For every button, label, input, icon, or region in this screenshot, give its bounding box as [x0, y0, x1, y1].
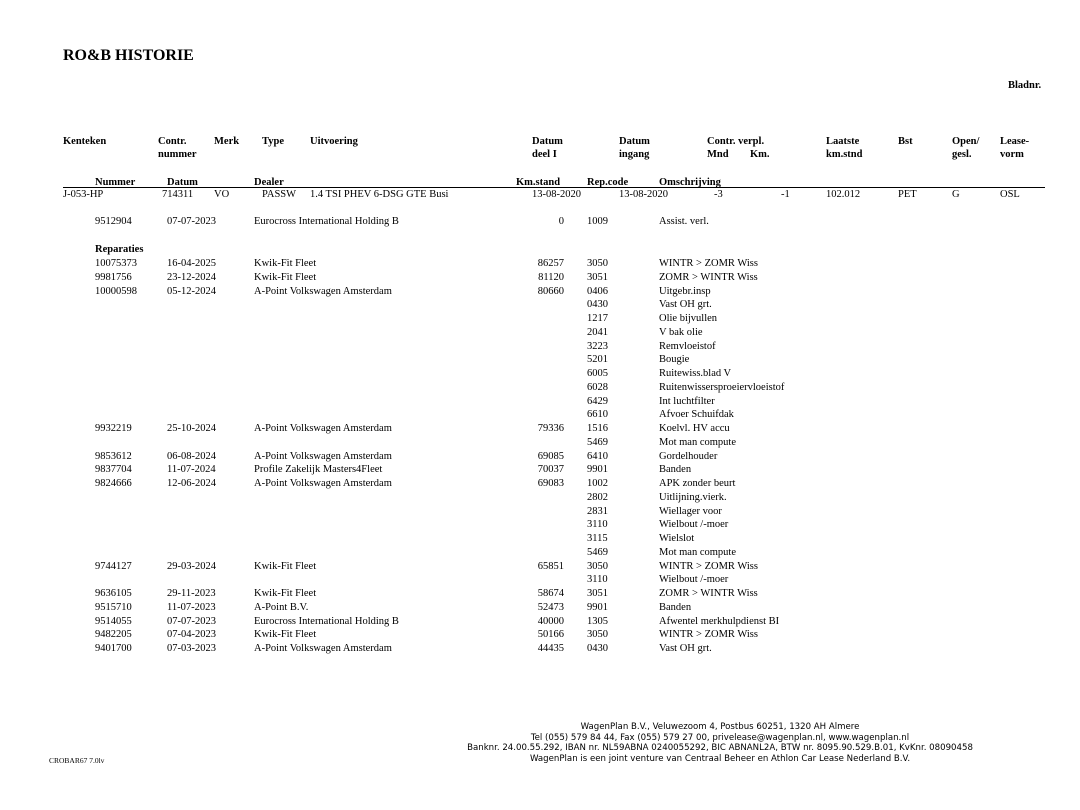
vehicle-open-gesl: G — [952, 189, 960, 200]
header-datum-deel-line2: deel I — [532, 149, 557, 160]
repair-omschrijving: ZOMR > WINTR Wiss — [659, 588, 758, 599]
report-code: CROBAR67 7.0lv — [49, 756, 105, 765]
repair-omschrijving: Afvoer Schuifdak — [659, 409, 734, 421]
repair-nummer: 10000598 — [95, 285, 137, 297]
repair-omschrijving: Olie bijvullen — [659, 313, 718, 324]
repair-omschrijving: Gordelhouder — [659, 450, 718, 462]
header-datum-deel-line1: Datum — [532, 136, 563, 147]
repair-kmstand — [500, 532, 564, 546]
repair-dealer: A-Point Volkswagen Amsterdam — [254, 643, 392, 654]
repair-omschrijving: Wiellager voor — [659, 505, 722, 517]
repair-nummer: 9482205 — [95, 629, 132, 641]
repair-omschrijving: Afwentel merkhulpdienst BI — [659, 615, 780, 627]
repair-nummer: 9744127 — [95, 560, 132, 572]
repair-nummer: 9514055 — [95, 615, 132, 627]
repair-repcode: 0430 — [587, 643, 608, 654]
footer-address: WagenPlan B.V., Veluwezoom 4, Postbus 60251, 1320 AH Almere — [580, 722, 860, 732]
repair-kmstand: 69083 — [537, 478, 564, 489]
repair-kmstand — [500, 381, 564, 395]
subheader-repcode: Rep.code — [587, 177, 629, 188]
subheader-nummer: Nummer — [95, 177, 136, 188]
repair-kmstand: 65851 — [537, 560, 564, 572]
repair-repcode: 3051 — [587, 588, 608, 599]
assist-dealer: Eurocross International Holding B — [254, 216, 399, 227]
repair-repcode: 3115 — [587, 533, 608, 544]
header-laatste-line2: km.stnd — [826, 149, 863, 160]
repair-omschrijving: Banden — [659, 601, 692, 613]
repair-kmstand — [500, 491, 564, 505]
header-open-line2: gesl. — [952, 149, 972, 160]
repair-datum: 29-03-2024 — [167, 560, 216, 572]
repair-nummer: 9401700 — [95, 643, 132, 654]
repair-kmstand — [500, 312, 564, 326]
subheader-omschrijving: Omschrijving — [659, 177, 721, 188]
repair-repcode: 6410 — [587, 450, 608, 462]
repair-datum: 12-06-2024 — [167, 478, 216, 489]
assist-repcode: 1009 — [587, 216, 608, 227]
repair-kmstand: 80660 — [537, 285, 564, 297]
repair-nummer: 9981756 — [95, 271, 132, 283]
repair-repcode: 0430 — [587, 299, 608, 311]
repair-dealer: Kwik-Fit Fleet — [254, 560, 317, 572]
repair-repcode: 6005 — [587, 368, 608, 379]
footer-venture: WagenPlan is een joint venture van Centraal Beheer en Athlon Car Lease Nederland B.V. — [529, 753, 911, 764]
repair-omschrijving: Ruitenwissersproeiervloeistof — [659, 381, 785, 393]
repair-datum: 07-04-2023 — [167, 629, 216, 641]
repair-repcode: 9901 — [587, 464, 608, 476]
repair-omschrijving: Vast OH grt. — [659, 643, 712, 654]
repair-datum: 07-03-2023 — [167, 643, 216, 654]
vehicle-datum-ingang: 13-08-2020 — [619, 189, 668, 200]
header-contr — [158, 135, 197, 161]
header-contr-verpl: Contr. verpl. — [707, 136, 765, 147]
subheader-dealer: Dealer — [254, 177, 284, 188]
repair-kmstand: 81120 — [538, 271, 564, 283]
repair-omschrijving: ZOMR > WINTR Wiss — [659, 271, 758, 283]
header-contr-line1: Contr. — [158, 136, 187, 147]
repair-repcode: 3110 — [587, 574, 608, 586]
repair-nummer: 9515710 — [95, 601, 132, 613]
header-laatste-line1: Laatste — [826, 136, 860, 147]
vehicle-merk: VO — [214, 189, 230, 200]
repair-dealer: Profile Zakelijk Masters4Fleet — [254, 464, 383, 476]
assist-datum: 07-07-2023 — [167, 216, 216, 227]
header-mnd: Mnd — [707, 149, 729, 160]
repair-dealer: A-Point Volkswagen Amsterdam — [254, 478, 392, 489]
vehicle-type: PASSW — [262, 189, 297, 200]
repair-kmstand: 79336 — [537, 423, 564, 434]
repair-kmstand — [500, 340, 564, 354]
repair-kmstand — [500, 298, 564, 312]
reparaties-heading: Reparaties — [95, 244, 144, 255]
repair-dealer: A-Point Volkswagen Amsterdam — [254, 285, 392, 297]
repair-repcode: 3110 — [587, 519, 608, 531]
repair-nummer: 9824666 — [95, 478, 132, 489]
subheader-kmstand: Km.stand — [516, 177, 561, 188]
repair-omschrijving: Bougie — [659, 354, 690, 366]
repair-datum: 25-10-2024 — [167, 423, 216, 434]
repair-omschrijving: Wielslot — [659, 533, 695, 544]
header-datum-ingang-line2: ingang — [619, 149, 650, 160]
footer-bank: Banknr. 24.00.55.292, IBAN nr. NL59ABNA 0240055292, BIC ABNANL2A, BTW nr. 8095.90.529.B.01, KvKnr. 08090458 — [467, 743, 973, 754]
repair-kmstand — [500, 505, 564, 519]
repair-omschrijving: WINTR > ZOMR Wiss — [659, 560, 758, 572]
assist-nummer: 9512904 — [95, 216, 132, 227]
repair-repcode: 3050 — [587, 560, 608, 572]
header-bst: Bst — [898, 136, 913, 147]
repair-kmstand — [500, 546, 564, 560]
repair-repcode: 0406 — [587, 285, 608, 297]
header-km: Km. — [750, 149, 770, 160]
vehicle-km: -1 — [781, 189, 790, 200]
repair-kmstand: 86257 — [537, 258, 564, 269]
repair-kmstand: 52473 — [537, 601, 564, 613]
repair-repcode: 5469 — [587, 436, 608, 448]
repair-omschrijving: Int luchtfilter — [659, 395, 715, 407]
vehicle-laatste-km: 102.012 — [826, 189, 861, 200]
repair-repcode: 6610 — [587, 409, 608, 421]
repair-kmstand: 58674 — [537, 588, 564, 599]
repair-datum: 29-11-2023 — [167, 588, 216, 599]
repair-repcode: 6429 — [587, 395, 608, 407]
repair-repcode: 3051 — [587, 271, 608, 283]
repair-kmstand — [500, 436, 564, 450]
header-lease-vorm — [1000, 135, 1029, 161]
repair-omschrijving: Uitgebr.insp — [659, 285, 711, 297]
repair-datum: 11-07-2023 — [167, 601, 216, 613]
repair-omschrijving: Ruitewiss.blad V — [659, 368, 732, 379]
repair-repcode: 9901 — [587, 601, 608, 613]
repair-datum: 05-12-2024 — [167, 285, 216, 297]
header-merk: Merk — [214, 136, 240, 147]
repair-dealer: Kwik-Fit Fleet — [254, 271, 317, 283]
header-contr-line2: nummer — [158, 149, 197, 160]
header-type: Type — [262, 136, 284, 147]
vehicle-uitvoering: 1.4 TSI PHEV 6-DSG GTE Busi — [310, 189, 449, 200]
vehicle-bst: PET — [898, 189, 917, 200]
repair-nummer: 9636105 — [95, 588, 132, 599]
repair-repcode: 1516 — [587, 423, 608, 434]
repair-nummer: 10075373 — [95, 258, 137, 269]
repair-kmstand — [500, 573, 564, 587]
repair-dealer: A-Point B.V. — [254, 601, 309, 613]
repair-kmstand — [500, 353, 564, 367]
repair-omschrijving: V bak olie — [659, 326, 703, 338]
repair-omschrijving: APK zonder beurt — [659, 478, 736, 489]
repair-repcode: 1002 — [587, 478, 608, 489]
repair-repcode: 5201 — [587, 354, 608, 366]
vehicle-lease-vorm: OSL — [1000, 189, 1020, 200]
repair-omschrijving: Mot man compute — [659, 436, 736, 448]
repair-datum: 07-07-2023 — [167, 615, 216, 627]
repair-kmstand: 50166 — [537, 629, 564, 641]
repair-kmstand — [500, 395, 564, 409]
vehicle-mnd: -3 — [714, 189, 723, 200]
header-datum-deel — [532, 135, 563, 161]
repair-omschrijving: Wielbout /-moer — [659, 574, 729, 586]
repair-repcode: 3050 — [587, 629, 608, 641]
assist-omschrijving: Assist. verl. — [659, 216, 709, 227]
repair-datum: 06-08-2024 — [167, 450, 216, 462]
repair-repcode: 2041 — [587, 326, 608, 338]
repair-kmstand: 70037 — [537, 464, 564, 476]
repair-omschrijving: Wielbout /-moer — [659, 519, 729, 531]
header-lease-line1: Lease- — [1000, 136, 1030, 147]
repair-repcode: 2831 — [587, 505, 608, 517]
header-kenteken: Kenteken — [63, 136, 107, 147]
repair-dealer: A-Point Volkswagen Amsterdam — [254, 450, 392, 462]
repair-kmstand: 69085 — [537, 450, 564, 462]
repair-repcode: 3050 — [587, 258, 608, 269]
repair-dealer: A-Point Volkswagen Amsterdam — [254, 423, 392, 434]
repair-nummer: 9853612 — [95, 450, 132, 462]
vehicle-datum-deel: 13-08-2020 — [532, 189, 581, 200]
repair-kmstand — [500, 326, 564, 340]
page-title: RO&B HISTORIE — [63, 47, 194, 64]
repair-repcode: 2802 — [587, 491, 608, 503]
repair-nummer: 9932219 — [95, 423, 132, 434]
header-open-line1: Open/ — [952, 136, 980, 147]
repair-kmstand: 44435 — [537, 643, 564, 654]
repair-dealer: Eurocross International Holding B — [254, 615, 399, 627]
repair-omschrijving: Mot man compute — [659, 546, 736, 558]
repair-omschrijving: Remvloeistof — [659, 340, 716, 352]
repair-kmstand — [500, 518, 564, 532]
header-lease-line2: vorm — [1000, 149, 1024, 160]
header-datum-ingang — [619, 135, 650, 161]
company-footer — [400, 722, 1040, 764]
header-datum-ingang-line1: Datum — [619, 136, 650, 147]
footer-contact: Tel (055) 579 84 44, Fax (055) 579 27 00, privelease@wagenplan.nl, www.wagenplan.nl — [530, 732, 910, 743]
repair-omschrijving: Uitlijning.vierk. — [659, 491, 727, 503]
repair-omschrijving: Koelvl. HV accu — [659, 423, 730, 434]
page-number-label: Bladnr. — [1008, 80, 1042, 91]
repair-repcode: 1217 — [587, 313, 608, 324]
vehicle-kenteken: J-053-HP — [63, 189, 104, 200]
repair-repcode: 1305 — [587, 615, 608, 627]
repair-kmstand: 40000 — [537, 615, 564, 627]
repair-dealer: Kwik-Fit Fleet — [254, 588, 317, 599]
repair-omschrijving: WINTR > ZOMR Wiss — [659, 629, 758, 641]
repair-omschrijving: WINTR > ZOMR Wiss — [659, 258, 758, 269]
repair-omschrijving: Vast OH grt. — [659, 299, 712, 311]
repair-nummer: 9837704 — [95, 464, 132, 476]
header-laatste-km — [826, 135, 862, 161]
header-uitvoering: Uitvoering — [310, 136, 358, 147]
repair-dealer: Kwik-Fit Fleet — [254, 258, 317, 269]
subheader-datum: Datum — [167, 177, 198, 188]
repair-datum: 23-12-2024 — [167, 271, 216, 283]
repair-kmstand — [500, 408, 564, 422]
repair-dealer: Kwik-Fit Fleet — [254, 629, 317, 641]
repair-repcode: 5469 — [587, 546, 608, 558]
repair-datum: 11-07-2024 — [167, 464, 216, 476]
repair-repcode: 6028 — [587, 381, 608, 393]
repair-datum: 16-04-2025 — [167, 258, 216, 269]
vehicle-contr-nummer: 714311 — [162, 189, 194, 200]
repair-kmstand — [500, 367, 564, 381]
header-open-gesl — [952, 135, 979, 161]
assist-kmstand: 0 — [558, 216, 564, 227]
repair-omschrijving: Banden — [659, 464, 692, 476]
repair-repcode: 3223 — [587, 340, 608, 352]
